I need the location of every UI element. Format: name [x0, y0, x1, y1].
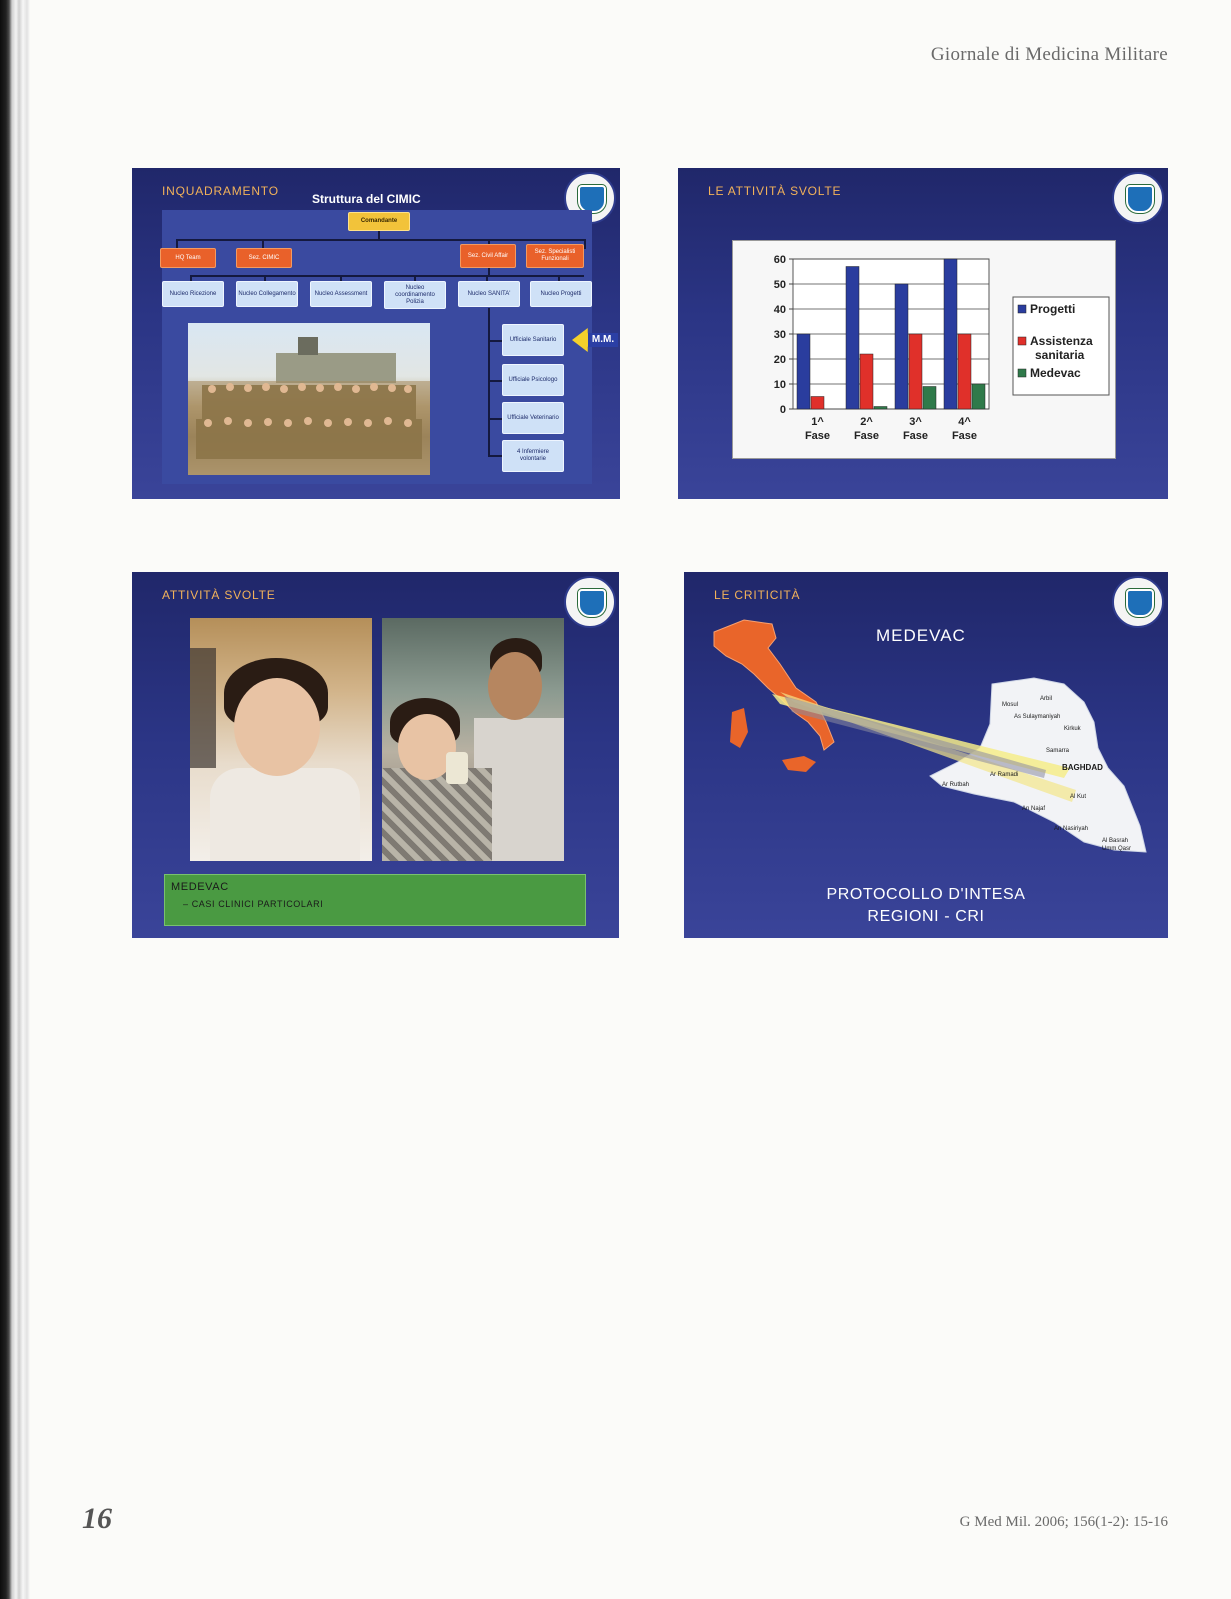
org-box-nucleo-assessment: Nucleo Assessment [310, 281, 372, 307]
protocol-line-2: REGIONI - CRI [867, 908, 985, 925]
map-label: As Sulaymaniyah [1014, 714, 1061, 720]
citation: G Med Mil. 2006; 156(1-2): 15-16 [959, 1514, 1168, 1530]
legend-label: Medevac [1030, 366, 1081, 380]
map-label: BAGHDAD [1062, 763, 1103, 772]
org-box-nucleo-collegamento: Nucleo Collegamento [236, 281, 298, 307]
journal-title: Giornale di Medicina Militare [930, 44, 1168, 65]
legend-label: Assistenza [1030, 334, 1093, 348]
bar-medevac [874, 407, 887, 410]
medevac-title: MEDEVAC [876, 626, 966, 645]
slide-title: INQUADRAMENTO [162, 184, 279, 198]
x-tick-label: 1^ [811, 416, 824, 428]
x-tick-label: Fase [951, 430, 978, 442]
y-tick-label: 40 [773, 304, 786, 316]
medevac-map [684, 572, 1168, 872]
org-box-sez-specialisti: Sez. Specialisti Funzionali [526, 244, 584, 268]
legend-swatch [1018, 337, 1026, 345]
x-tick-label: 3^ [909, 416, 922, 428]
slide-title: ATTIVITÀ SVOLTE [162, 588, 276, 602]
org-box-ufficiale-psicologo: Ufficiale Psicologo [502, 364, 564, 396]
troops-photo [188, 323, 430, 475]
bar-chart-panel [732, 240, 1116, 459]
bar-progetti [846, 267, 859, 410]
slide-inquadramento [132, 168, 620, 499]
x-tick-label: Fase [902, 430, 929, 442]
x-tick-label: Fase [853, 430, 880, 442]
y-tick-label: 10 [773, 379, 786, 391]
x-tick-label: 4^ [958, 416, 971, 428]
bar-assistenza-sanitaria [909, 334, 922, 409]
mm-label: M.M. [588, 333, 618, 347]
org-box-nucleo-progetti: Nucleo Progetti [530, 281, 592, 307]
slide-attivita-chart [678, 168, 1168, 499]
x-tick-label: 2^ [860, 416, 873, 428]
slide-attivita-photos [132, 572, 619, 938]
org-box-ufficiale-sanitario: Ufficiale Sanitario [502, 324, 564, 356]
protocol-line-1: PROTOCOLLO D'INTESA [826, 886, 1026, 903]
sardinia-map [730, 708, 748, 748]
map-label: Al Basrah [1102, 838, 1129, 844]
cimic-emblem-icon [564, 576, 616, 628]
map-label: An Najaf [1022, 806, 1046, 812]
y-tick-label: 60 [773, 254, 786, 266]
map-label: Al Kut [1070, 794, 1087, 800]
slide-title: LE CRITICITÀ [714, 588, 801, 602]
child-and-man-photo [382, 618, 564, 861]
cimic-emblem-icon [1112, 172, 1164, 224]
map-label: Arbil [1040, 696, 1053, 702]
medevac-caption-box [164, 874, 586, 926]
bar-assistenza-sanitaria [958, 334, 971, 409]
map-label: Ar Rutbah [942, 782, 970, 788]
bar-progetti [944, 259, 957, 409]
slide-title: LE ATTIVITÀ SVOLTE [708, 184, 842, 198]
legend-swatch [1018, 305, 1026, 313]
bar-chart [733, 241, 1115, 458]
legend-label: Progetti [1030, 302, 1076, 316]
map-label: Mosul [1002, 702, 1019, 708]
legend-swatch [1018, 369, 1026, 377]
y-tick-label: 50 [773, 279, 786, 291]
bar-assistenza-sanitaria [860, 354, 873, 409]
org-box-nucleo-sanita: Nucleo SANITA' [458, 281, 520, 307]
caption-line-1: MEDEVAC [171, 881, 229, 893]
y-tick-label: 0 [779, 404, 786, 416]
protocol-text [684, 884, 1168, 928]
org-box-hq-team: HQ Team [160, 248, 216, 268]
bar-medevac [923, 387, 936, 410]
org-chart-title: Struttura del CIMIC [312, 192, 421, 206]
bar-progetti [797, 334, 810, 409]
y-tick-label: 30 [773, 329, 786, 341]
map-label: Umm Qasr [1102, 846, 1131, 852]
page-number: 16 [82, 1502, 112, 1535]
org-box-sez-cimic: Sez. CIMIC [236, 248, 292, 268]
bar-medevac [972, 384, 985, 409]
caption-line-2: – CASI CLINICI PARTICOLARI [183, 899, 324, 909]
slide-criticita [684, 572, 1168, 938]
map-label: An Nasiriyah [1054, 826, 1089, 832]
org-box-sez-civil-affair: Sez. Civil Affair [460, 244, 516, 268]
legend-label: sanitaria [1035, 348, 1085, 362]
sicily-map [782, 756, 816, 772]
child-photo-left [190, 618, 372, 861]
org-box-nucleo-polizia: Nucleo coordinamento Polizia [384, 281, 446, 309]
org-box-comandante: Comandante [348, 212, 410, 231]
x-tick-label: Fase [804, 430, 831, 442]
map-label: Ar Ramadi [990, 772, 1019, 778]
book-spine-shadow [0, 0, 30, 1599]
org-box-nucleo-ricezione: Nucleo Ricezione [162, 281, 224, 307]
bar-assistenza-sanitaria [811, 397, 824, 410]
map-label: Samarra [1046, 748, 1070, 754]
map-label: Kirkuk [1064, 726, 1081, 732]
y-tick-label: 20 [773, 354, 786, 366]
org-box-ufficiale-veterinario: Ufficiale Veterinario [502, 402, 564, 434]
bar-progetti [895, 284, 908, 409]
org-box-infermiere: 4 Infermiere volontarie [502, 440, 564, 472]
